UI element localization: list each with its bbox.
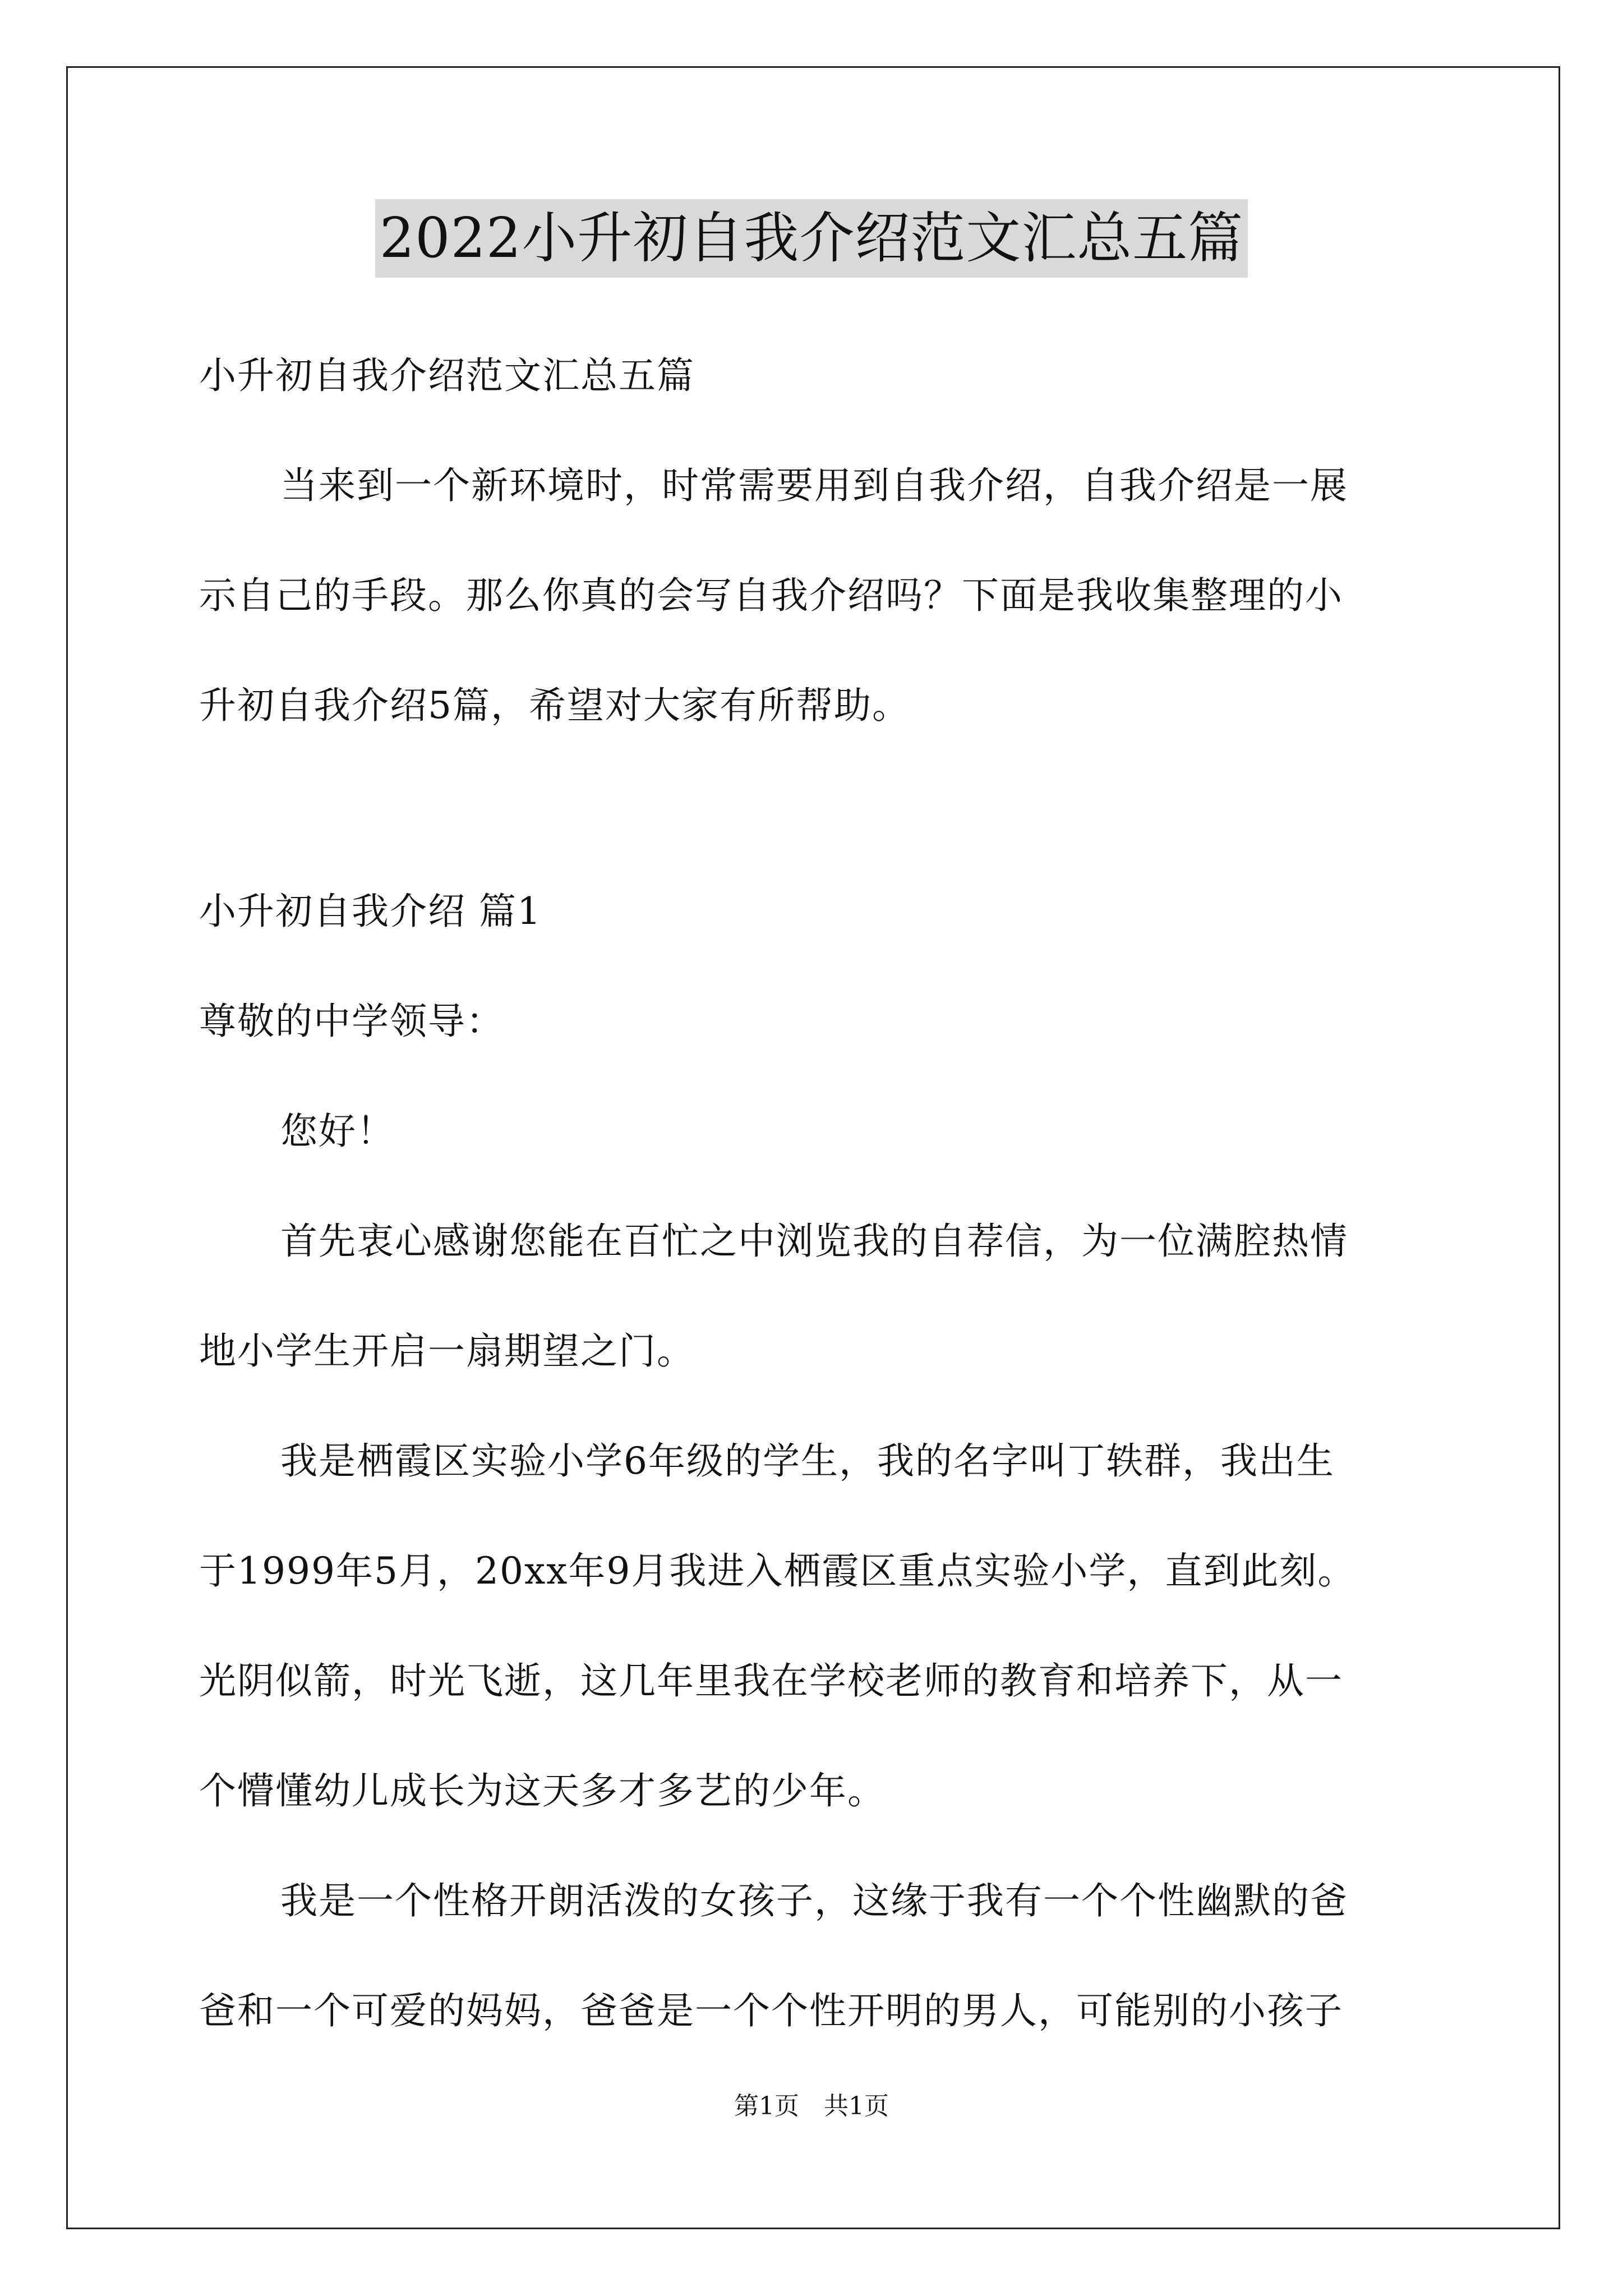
title-container [0, 199, 1623, 278]
greeting: 您好！ [280, 1110, 395, 1153]
paragraph-line: 于1999年5月，20xx年9月我进入栖霞区重点实验小学，直到此刻。 [199, 1549, 1356, 1593]
document-subtitle: 小升初自我介绍范文汇总五篇 [199, 354, 695, 397]
section-heading: 小升初自我介绍 篇1 [199, 890, 542, 933]
paragraph-line: 光阴似箭，时光飞逝，这几年里我在学校老师的教育和培养下，从一 [199, 1659, 1343, 1703]
intro-line: 当来到一个新环境时，时常需要用到自我介绍，自我介绍是一展 [280, 464, 1348, 507]
intro-line: 升初自我介绍5篇，希望对大家有所帮助。 [199, 684, 910, 727]
paragraph-line: 爸和一个可爱的妈妈，爸爸是一个个性开明的男人，可能别的小孩子 [199, 1989, 1343, 2032]
paragraph-line: 我是一个性格开朗活泼的女孩子，这缘于我有一个个性幽默的爸 [280, 1879, 1348, 1922]
paragraph-line: 地小学生开启一扇期望之门。 [199, 1329, 695, 1373]
intro-line: 示自己的手段。那么你真的会写自我介绍吗？下面是我收集整理的小 [199, 574, 1343, 617]
document-title: 2022小升初自我介绍范文汇总五篇 [375, 199, 1248, 278]
paragraph-line: 个懵懂幼儿成长为这天多才多艺的少年。 [199, 1769, 886, 1812]
paragraph-line: 我是栖霞区实验小学6年级的学生，我的名字叫丁轶群，我出生 [280, 1439, 1335, 1483]
page-footer: 第1页 共1页 [734, 2092, 889, 2120]
salutation: 尊敬的中学领导： [199, 1000, 504, 1043]
paragraph-line: 首先衷心感谢您能在百忙之中浏览我的自荐信，为一位满腔热情 [280, 1220, 1348, 1263]
